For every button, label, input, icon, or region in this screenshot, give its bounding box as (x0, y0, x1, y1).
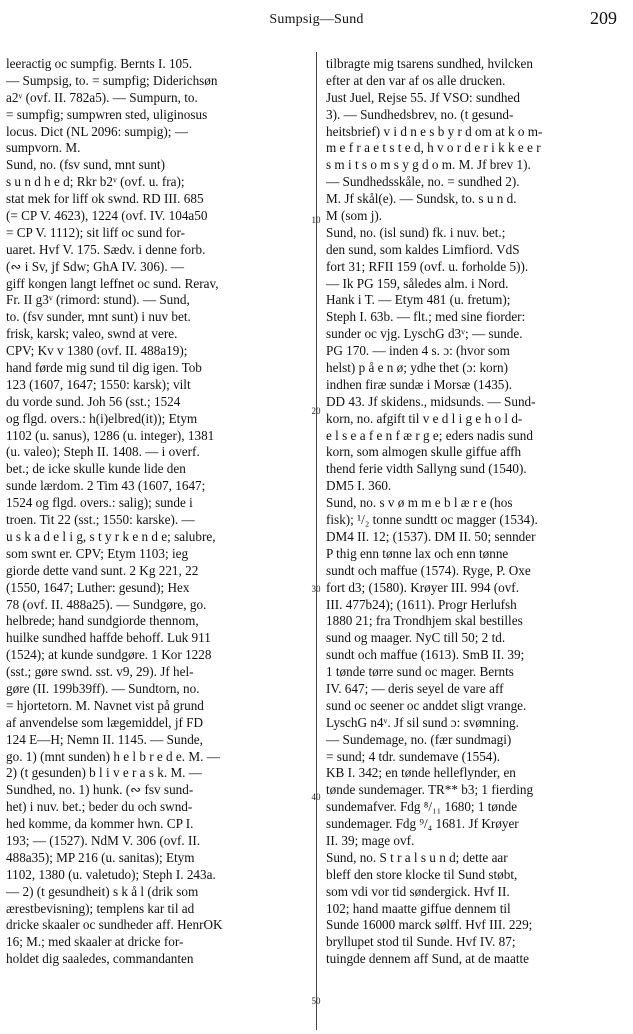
margin-line-number: 30 (311, 584, 321, 594)
text-line: (1524); at kunde sundgøre. 1 Kor 1228 (6, 647, 212, 663)
text-line: (= CP V. 4623), 1224 (ovf. IV. 104a50 (6, 208, 208, 224)
text-line: P thig enn tønne lax och enn tønne (326, 545, 509, 561)
text-line: Sunde 16000 marck sølff. Hvf III. 229; (326, 917, 533, 933)
text-line: tilbragte mig tsarens sundhed, hvilcken (326, 56, 533, 71)
text-line: fort 31; RFII 159 (ovf. u. forholde 5)). (326, 258, 529, 274)
text-line: 102; hand maatte giffue dennem til (326, 900, 511, 916)
text-line: den sund, som kaldes Limfiord. VdS (326, 241, 520, 257)
text-line: ærestbevisning); templens kar til ad (6, 900, 195, 916)
text-line: = sund; 4 tdr. sundemave (1554). (326, 748, 501, 764)
text-line: 1 tønde tørre sund oc mager. Bernts (326, 664, 514, 680)
text-line: helbrede; hand sundgiorde thennom, (6, 613, 199, 629)
right-column (326, 56, 624, 968)
text-line: bryllupet stod til Sunde. Hvf IV. 87; (326, 934, 516, 950)
text-line: go. 1) (mnt sunden) h e l b r e d e. M. — (6, 748, 220, 764)
text-line: 2) (t gesunden) b l i v e r a s k. M. — (6, 765, 202, 781)
margin-line-number: 10 (311, 215, 321, 225)
text-line: hed komme, da kommer hwn. CP I. (6, 816, 194, 832)
text-line: af anvendelse som lægemiddel, jf FD (6, 714, 204, 730)
text-line: het) i nuv. bet.; beder du och swnd- (6, 799, 193, 815)
text-line: u s k a d e l i g, s t y r k e n d e; salubre, (6, 528, 216, 544)
text-line: korn, som almogen skulle giffue affh (326, 444, 522, 460)
text-line: 124 E—H; Nemn II. 1145. — Sunde, (6, 731, 203, 747)
text-line: to. (fsv sunder, mnt sunt) i nuv bet. (6, 309, 191, 325)
text-line: Sund, no. s v ø m m e b l æ r e (hos (326, 495, 513, 511)
text-line: tønde sundemager. TR** b3; 1 fierding (326, 782, 534, 798)
text-line: m e f r a e t s t e d, h v o r d e r i k k e e r (326, 140, 541, 156)
margin-line-number: 40 (311, 792, 321, 802)
text-line: 123 (1607, 1647; 1550: karsk); vilt (6, 376, 191, 392)
text-line: = hjortetorn. M. Navnet vist på grund (6, 697, 204, 713)
text-line: — Ik PG 159, således alm. i Nord. (326, 275, 509, 291)
text-line: 1102, 1380 (u. valetudo); Steph I. 243a. (6, 866, 216, 882)
text-line: Steph I. 63b. — flt.; med sine fiorder: (326, 309, 526, 325)
text-line: korn, no. afgift til v e d l i g e h o l d- (326, 410, 523, 426)
text-line: 1102 (u. sanus), 1286 (u. integer), 1381 (6, 427, 215, 443)
text-line: DM5 I. 360. (326, 478, 392, 494)
text-line: Sund, no. (fsv sund, mnt sunt) (6, 157, 165, 173)
text-line: sund og maager. NyC till 50; 2 td. (326, 630, 506, 646)
text-line: LyschG n4ᵛ. Jf sil sund ɔ: svømning. (326, 714, 519, 730)
page-header (0, 6, 633, 34)
text-line: — Sumpsig, to. = sumpfig; Diderichsøn (6, 72, 218, 88)
text-line: PG 170. — inden 4 s. ɔ: (hvor som (326, 343, 510, 359)
text-line: sundemafver. Fdg ⁸/₁₁ 1680; 1 tønde (326, 799, 518, 815)
text-line: M (som j). (326, 208, 383, 224)
text-line: e l s e a f e n f æ r g e; eders nadis sund (326, 427, 533, 443)
text-line: s m i t s o m s y g d o m. M. Jf brev 1). (326, 157, 531, 173)
text-line: 193; — (1527). NdM V. 306 (ovf. II. (6, 832, 201, 848)
text-line: (∾ i Sv, jf Sdw; GhA IV. 306). — (6, 258, 185, 274)
text-line: som swnt er. CPV; Etym 1103; ieg (6, 545, 189, 561)
text-line: sunder oc vjg. LyschG d3ᵛ; — sunde. (326, 326, 523, 342)
text-line: M. Jf skål(e). — Sundsk, to. s u n d. (326, 191, 517, 207)
text-line: Fr. II g3ᵛ (rimord: stund). — Sund, (6, 292, 190, 308)
margin-line-number: 20 (311, 406, 321, 416)
text-line: fisk); ¹/₂ tonne sundtt oc magger (1534). (326, 512, 538, 528)
text-line: III. 477b24); (1611). Progr Herlufsh (326, 596, 517, 612)
text-line: holdet dig saaledes, commandanten (6, 951, 194, 967)
text-line: sumpvorn. M. (6, 140, 81, 156)
text-line: 78 (ovf. II. 488a25). — Sundgøre, go. (6, 596, 207, 612)
margin-line-number: 50 (311, 996, 321, 1006)
text-line: — Sundemage, no. (fær sundmagi) (326, 731, 512, 747)
text-line: IV. 647; — deris seyel de vare aff (326, 680, 504, 696)
text-line: giorde dette vand sunt. 2 Kg 221, 22 (6, 562, 199, 578)
text-line: — 2) (t gesundheit) s k å l (drik som (6, 883, 199, 899)
text-line: 1524 og flgd. overs.: salig); sunde i (6, 495, 193, 511)
text-line: efter at den var af os alle drucken. (326, 72, 506, 88)
text-line: DM4 II. 12; (1537). DM II. 50; sennder (326, 528, 536, 544)
text-line: (u. valeo); Steph II. 1408. — i overf. (6, 444, 200, 460)
text-line: Just Juel, Rejse 55. Jf VSO: sundhed (326, 89, 520, 105)
left-column (6, 56, 304, 968)
text-line: Sund, no. S t r a l s u n d; dette aar (326, 849, 508, 865)
text-line: uaret. Hvf V. 175. Sædv. i denne forb. (6, 241, 206, 257)
text-line: Sund, no. (isl sund) fk. i nuv. bet.; (326, 224, 506, 240)
text-line: 488a35); MP 216 (u. sanitas); Etym (6, 849, 195, 865)
page-number: 209 (590, 8, 617, 28)
text-line: sunde lærdom. 2 Tim 43 (1607, 1647; (6, 478, 206, 494)
text-line: (1550, 1647; Luther: gesund); Hex (6, 579, 190, 595)
text-line: frisk, karsk; valeo, swnd at vere. (6, 326, 178, 342)
text-line: 16; M.; med skaaler at dricke for- (6, 934, 184, 950)
text-line: = CP V. 1112); sit liff oc sund for- (6, 224, 185, 240)
text-line: 1880 21; fra Trondhjem skal bestilles (326, 613, 523, 629)
text-line: du vorde sund. Joh 56 (sst.; 1524 (6, 393, 181, 409)
text-line: locus. Dict (NL 2096: sumpig); — (6, 123, 188, 139)
text-line: helst) p å e n ø; ydhe thet (ɔ: korn) (326, 360, 509, 376)
text-line: bleff den store klocke til Sund støbt, (326, 866, 518, 882)
text-line: heitsbrief) v i d n e s b y r d om at k o m- (326, 123, 543, 139)
text-line: sundemager. Fdg ⁹/₄ 1681. Jf Krøyer (326, 816, 519, 832)
text-line: 3). — Sundhedsbrev, no. (t gesund- (326, 106, 514, 122)
text-line: (sst.; gøre swnd. sst. v9, 29). Jf hel- (6, 664, 194, 680)
text-line: = sumpfig; sumpwren sted, uliginosus (6, 106, 208, 122)
text-line: dricke skaaler oc sundheder aff. HenrOK (6, 917, 223, 933)
text-line: gøre (II. 199b39ff). — Sundtorn, no. (6, 680, 200, 696)
text-line: leeractig oc sumpfig. Bernts I. 105. (6, 56, 193, 71)
text-line: sundt och maffue (1613). SmB II. 39; (326, 647, 525, 663)
text-line: og flgd. overs.: h(i)elbred(it)); Etym (6, 410, 198, 426)
text-line: bet.; de icke skulle kunde lide den (6, 461, 186, 477)
text-line: s u n d h e d; Rkr b2ᵛ (ovf. u. fra); (6, 174, 185, 190)
text-line: fort d3; (1580). Krøyer III. 994 (ovf. (326, 579, 519, 595)
text-line: Hank i T. — Etym 481 (u. fretum); (326, 292, 511, 308)
running-title: Sumpsig—Sund (269, 12, 364, 27)
text-line: KB I. 342; en tønde helleflynder, en (326, 765, 516, 781)
text-line: thend ferie vidth Sallyng sund (1540). (326, 461, 527, 477)
text-line: troen. Tit 22 (sst.; 1550: karske). — (6, 512, 195, 528)
text-line: sund oc seener oc anddet sligt vrange. (326, 697, 527, 713)
text-line: sundt och maffue (1574). Ryge, P. Oxe (326, 562, 531, 578)
text-line: stat mek for liff ok swnd. RD III. 685 (6, 191, 204, 207)
text-line: DD 43. Jf skidens., midsunds. — Sund- (326, 393, 536, 409)
text-line: II. 39; mage ovf. (326, 832, 415, 848)
text-line: som vdi vor tid søndergick. Hvf II. (326, 883, 510, 899)
text-line: — Sundhedsskåle, no. = sundhed 2). (326, 174, 520, 190)
column-divider (316, 52, 317, 1030)
text-line: hand førde mig sund til dig igen. Tob (6, 360, 202, 376)
text-line: tuingde dennem aff Sund, at de maatte (326, 951, 530, 967)
text-line: indhen firæ sundæ i Morsæ (1435). (326, 376, 513, 392)
text-line: giff kongen langt leffnet oc sund. Rerav, (6, 275, 219, 291)
text-line: Sundhed, no. 1) hunk. (∾ fsv sund- (6, 782, 194, 798)
text-line: huilke sundhed haffde behoff. Luk 911 (6, 630, 211, 646)
text-line: CPV; Kv v 1380 (ovf. II. 488a19); (6, 343, 188, 359)
text-line: a2ᵛ (ovf. II. 782a5). — Sumpurn, to. (6, 89, 198, 105)
